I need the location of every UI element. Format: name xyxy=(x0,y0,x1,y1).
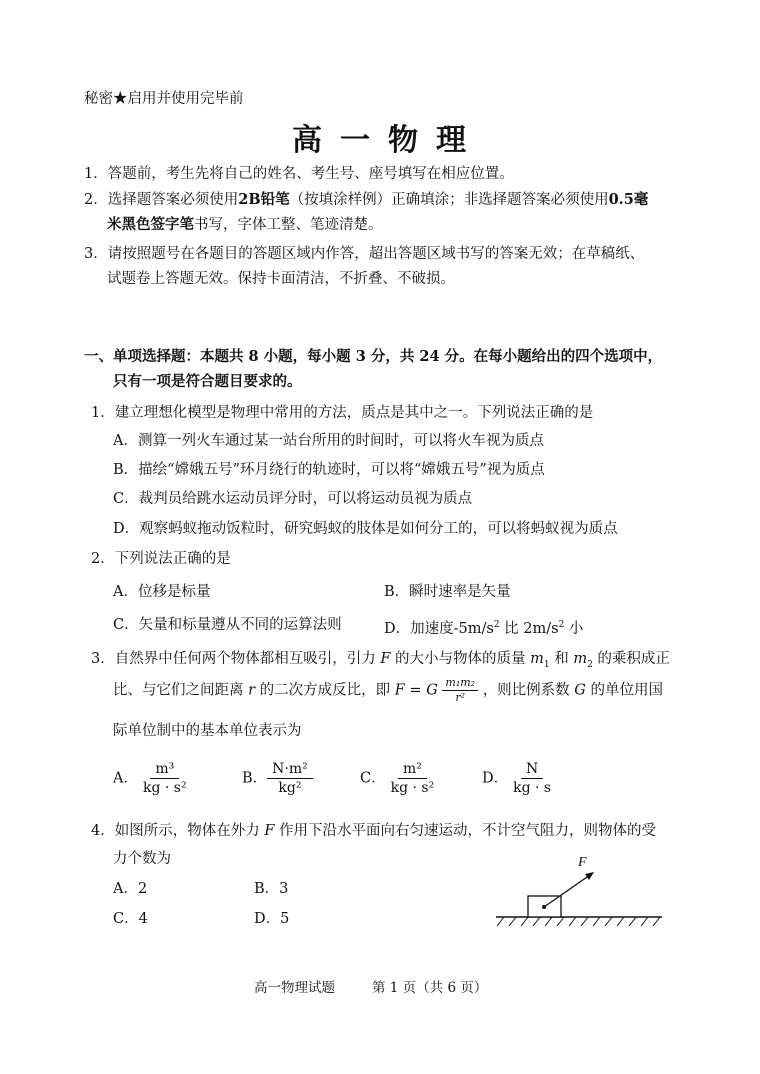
question-3-option-d: D． $\frac{N}{kg \cdot s}$ xyxy=(482,761,552,796)
instruction-3: 3．请按照题号在各题目的答题区域内作答，超出答题区域书写的答案无效；在草稿纸、 xyxy=(84,246,645,262)
section-heading: 一、单项选择题：本题共 8 小题，每小题 3 分，共 24 分。在每小题给出的四个选项中， xyxy=(84,348,663,365)
confidential-note: 秘密★启用并使用完毕前 xyxy=(84,91,244,107)
question-4-option-b: B．3 xyxy=(254,881,289,897)
force-arrow xyxy=(544,872,594,907)
force-diagram xyxy=(490,850,670,935)
question-3-line-1: 3．自然界中任何两个物体都相互吸引，引力 F 的大小与物体的质量 $m_1$ 和 $m_2$ 的乘积成正 xyxy=(91,651,670,670)
instruction-3-cont: 试题卷上答题无效。保持卡面清洁，不折叠、不破损。 xyxy=(107,271,455,287)
footer-subject: 高一物理试题 xyxy=(254,980,335,996)
question-1-option-a: A．测算一列火车通过某一站台所用的时间时，可以将火车视为质点 xyxy=(113,433,544,449)
question-4-line-1: 4．如图所示，物体在外力 F 作用下沿水平面向右匀速运动，不计空气阻力，则物体的受 xyxy=(91,823,657,839)
question-3-line-3: 际单位制中的基本单位表示为 xyxy=(113,723,302,739)
question-2-option-c: C．矢量和标量遵从不同的运算法则 xyxy=(113,617,342,633)
gravitation-formula-lhs: F = G xyxy=(394,682,438,699)
question-3-option-b: B． $\frac{\text{N·m²}}{\text{kg²}}$ xyxy=(242,760,313,797)
ground-line xyxy=(496,917,662,926)
question-1-stem: 1．建立理想化模型是物理中常用的方法，质点是其中之一。下列说法正确的是 xyxy=(91,405,594,421)
question-4-option-d: D．5 xyxy=(254,911,290,927)
instruction-1: 1．答题前，考生先将自己的姓名、考生号、座号填写在相应位置。 xyxy=(84,166,514,182)
instruction-2-cont: 米黑色签字笔书写，字体工整、笔迹清楚。 xyxy=(107,216,383,233)
question-2-option-d: D．加速度$-5m/s^2$ 比 $2m/s^2$ 小 xyxy=(384,620,584,637)
page-title: 高一物理 xyxy=(292,123,484,158)
question-1-option-b: B．描绘“嫦娥五号”环月绕行的轨迹时，可以将“嫦娥五号”视为质点 xyxy=(113,462,545,478)
question-4-option-c: C．4 xyxy=(113,911,148,927)
question-2-option-a: A．位移是标量 xyxy=(113,584,211,600)
gravitation-formula-fraction: $\frac{\text{m₁m₂}}{\text{r²}}$ xyxy=(442,676,478,705)
question-1-option-c: C．裁判员给跳水运动员评分时，可以将运动员视为质点 xyxy=(113,491,473,507)
question-3-option-c: C． $\frac{\text{m²}}{\text{kg · s²}}$ xyxy=(360,761,435,796)
question-4-option-a: A．2 xyxy=(113,881,148,897)
question-4-line-2: 力个数为 xyxy=(113,851,171,867)
question-3-option-a: A． $\frac{\text{m³}}{\text{kg · s²}}$ xyxy=(113,761,187,796)
question-2-stem: 2．下列说法正确的是 xyxy=(91,551,231,567)
section-heading-cont: 只有一项是符合题目要求的。 xyxy=(113,373,302,390)
question-1-option-d: D．观察蚂蚁拖动饭粒时，研究蚂蚁的肢体是如何分工的，可以将蚂蚁视为质点 xyxy=(113,521,618,537)
footer-page-number: 第 1 页（共 6 页） xyxy=(372,980,488,996)
instruction-2: 2．选择题答案必须使用2B铅笔（按填涂样例）正确填涂；非选择题答案必须使用0.5毫 xyxy=(84,191,649,208)
question-2-option-b: B．瞬时速率是矢量 xyxy=(384,584,511,600)
question-3-line-2: 比、与它们之间距离 r 的二次方成反比，即 F = G $\frac{\text{m₁m₂}}{\text{r²}}$ ，则比例系数 G 的单位用国 xyxy=(113,676,663,704)
force-label: F xyxy=(578,855,587,870)
